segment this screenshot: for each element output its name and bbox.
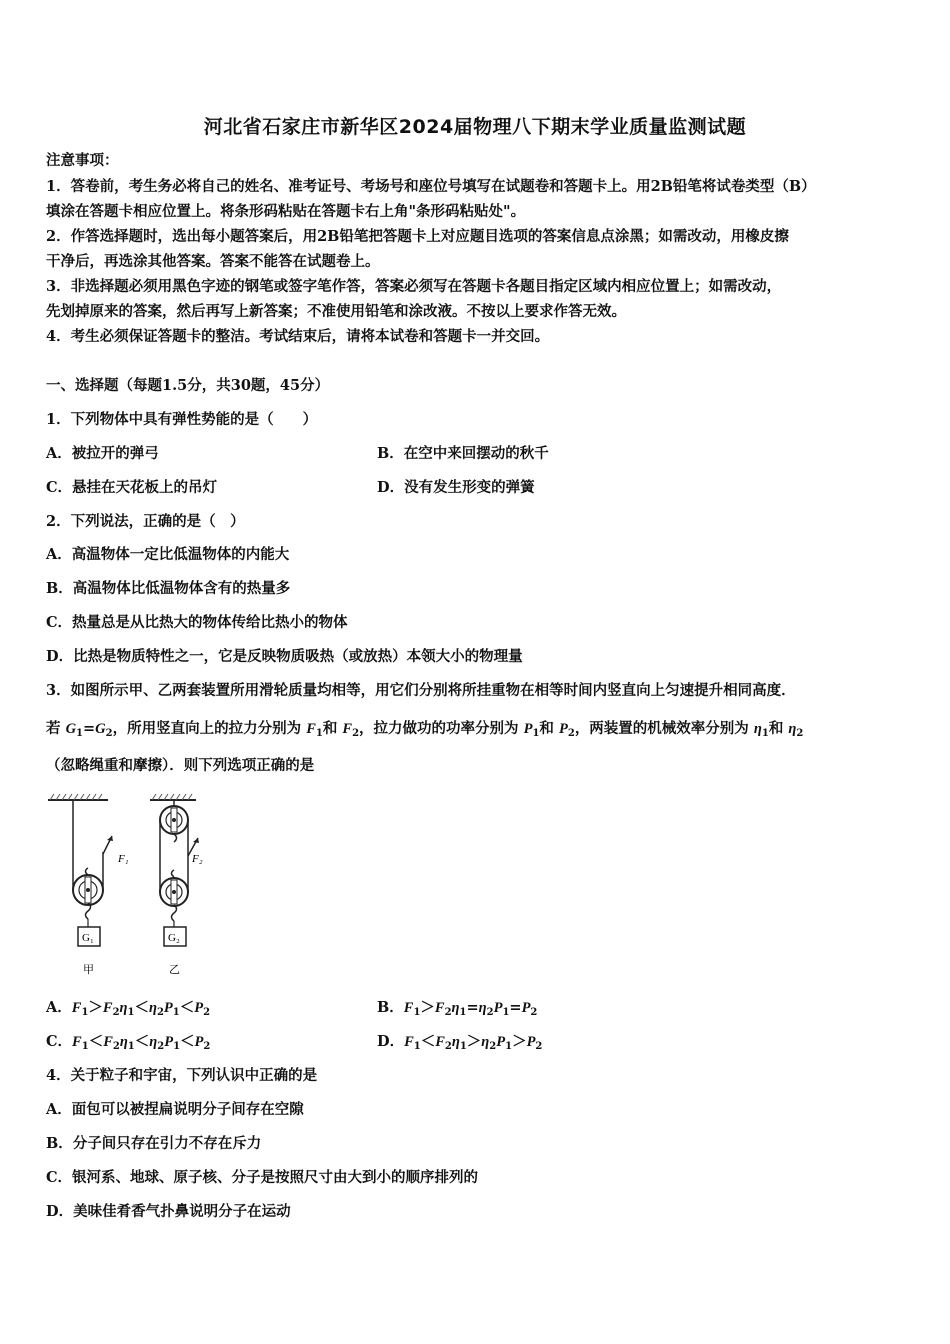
q4-option-a: A．面包可以被捏扁说明分子间存在空隙 [46, 1101, 304, 1118]
q2-option-a: A．高温物体一定比低温物体的内能大 [46, 546, 290, 563]
q4-stem: 4．关于粒子和宇宙，下列认识中正确的是 [46, 1067, 318, 1084]
q3-stem-1: 3．如图所示甲、乙两套装置所用滑轮质量均相等，用它们分别将所挂重物在相等时间内竖直向上匀速提升相同高度． [46, 682, 796, 699]
notice-line-6: 先划掉原来的答案，然后再写上新答案；不准使用铅笔和涂改液。不按以上要求作答无效。 [46, 303, 626, 320]
page-title: 河北省石家庄市新华区2024届物理八下期末学业质量监测试题 [203, 116, 747, 138]
movable-pulley-left [73, 800, 113, 946]
notice-line-2: 填涂在答题卡相应位置上。将条形码粘贴在答题卡右上角"条形码粘贴处"。 [46, 203, 526, 220]
label-g1: G₁ [82, 932, 94, 944]
q4-option-d: D．美味佳肴香气扑鼻说明分子在运动 [46, 1203, 291, 1220]
q1-option-c: C．悬挂在天花板上的吊灯 [46, 479, 218, 496]
notice-line-7: 4．考生必须保证答题卡的整洁。考试结束后，请将本试卷和答题卡一并交回。 [46, 328, 550, 345]
ceiling-right [150, 794, 196, 800]
q4-option-c: C．银河系、地球、原子核、分子是按照尺寸由大到小的顺序排列的 [46, 1169, 479, 1186]
notice-heading: 注意事项： [46, 152, 119, 169]
q3-stem-2: 若 $G_1=G_2$，所用竖直向上的拉力分别为 $F_1$和 $F_2$，拉力做功的功率分别为 $P_1$和 $P_2$，两装置的机械效率分别为 $\eta_1$和 $\eta_2$ [46, 720, 804, 739]
pulley-figure [46, 792, 206, 982]
q3-option-b: B．$F_1>F_2\eta_1=\eta_2P_1=P_2$ [377, 999, 538, 1018]
pulley-system-right [160, 800, 199, 946]
section-heading: 一、选择题（每题1.5分，共30题，45分） [46, 377, 330, 394]
notice-line-5: 3．非选择题必须用黑色字迹的钢笔或签字笔作答，答案必须写在答题卡各题目指定区域内相应位置上；如需改动， [46, 278, 782, 295]
label-jia: 甲 [83, 963, 94, 976]
q1-option-a: A．被拉开的弹弓 [46, 445, 159, 462]
q3-option-a: A．$F_1>F_2\eta_1<\eta_2P_1<P_2$ [46, 999, 211, 1018]
q2-option-d: D．比热是物质特性之一，它是反映物质吸热（或放热）本领大小的物理量 [46, 648, 523, 665]
q1-stem: 1．下列物体中具有弹性势能的是（ ） [46, 411, 318, 428]
label-g2: G₂ [168, 932, 180, 944]
label-f1: F₁ [118, 853, 129, 865]
q2-option-b: B．高温物体比低温物体含有的热量多 [46, 580, 291, 597]
q3-stem-3: （忽略绳重和摩擦）．则下列选项正确的是 [46, 757, 315, 774]
q4-option-b: B．分子间只存在引力不存在斥力 [46, 1135, 262, 1152]
q1-option-b: B．在空中来回摆动的秋千 [377, 445, 549, 462]
q2-stem: 2．下列说法，正确的是（ ） [46, 513, 245, 530]
notice-line-4: 干净后，再选涂其他答案。答案不能答在试题卷上。 [46, 253, 380, 270]
q3-option-d: D．$F_1<F_2\eta_1>\eta_2P_1>P_2$ [377, 1033, 543, 1052]
label-f2: F₂ [192, 853, 203, 865]
q3-option-c: C．$F_1<F_2\eta_1<\eta_2P_1<P_2$ [46, 1033, 211, 1052]
label-yi: 乙 [169, 963, 180, 976]
notice-line-3: 2．作答选择题时，选出每小题答案后，用2B铅笔把答题卡上对应题目选项的答案信息点涂黑；如需改动，用橡皮擦 [46, 228, 789, 245]
q1-option-d: D．没有发生形变的弹簧 [377, 479, 535, 496]
notice-line-1: 1．答卷前，考生务必将自己的姓名、准考证号、考场号和座位号填写在试题卷和答题卡上。用2B铅笔将试卷类型（B） [46, 178, 816, 195]
ceiling-left [48, 794, 108, 800]
q2-option-c: C．热量总是从比热大的物体传给比热小的物体 [46, 614, 348, 631]
